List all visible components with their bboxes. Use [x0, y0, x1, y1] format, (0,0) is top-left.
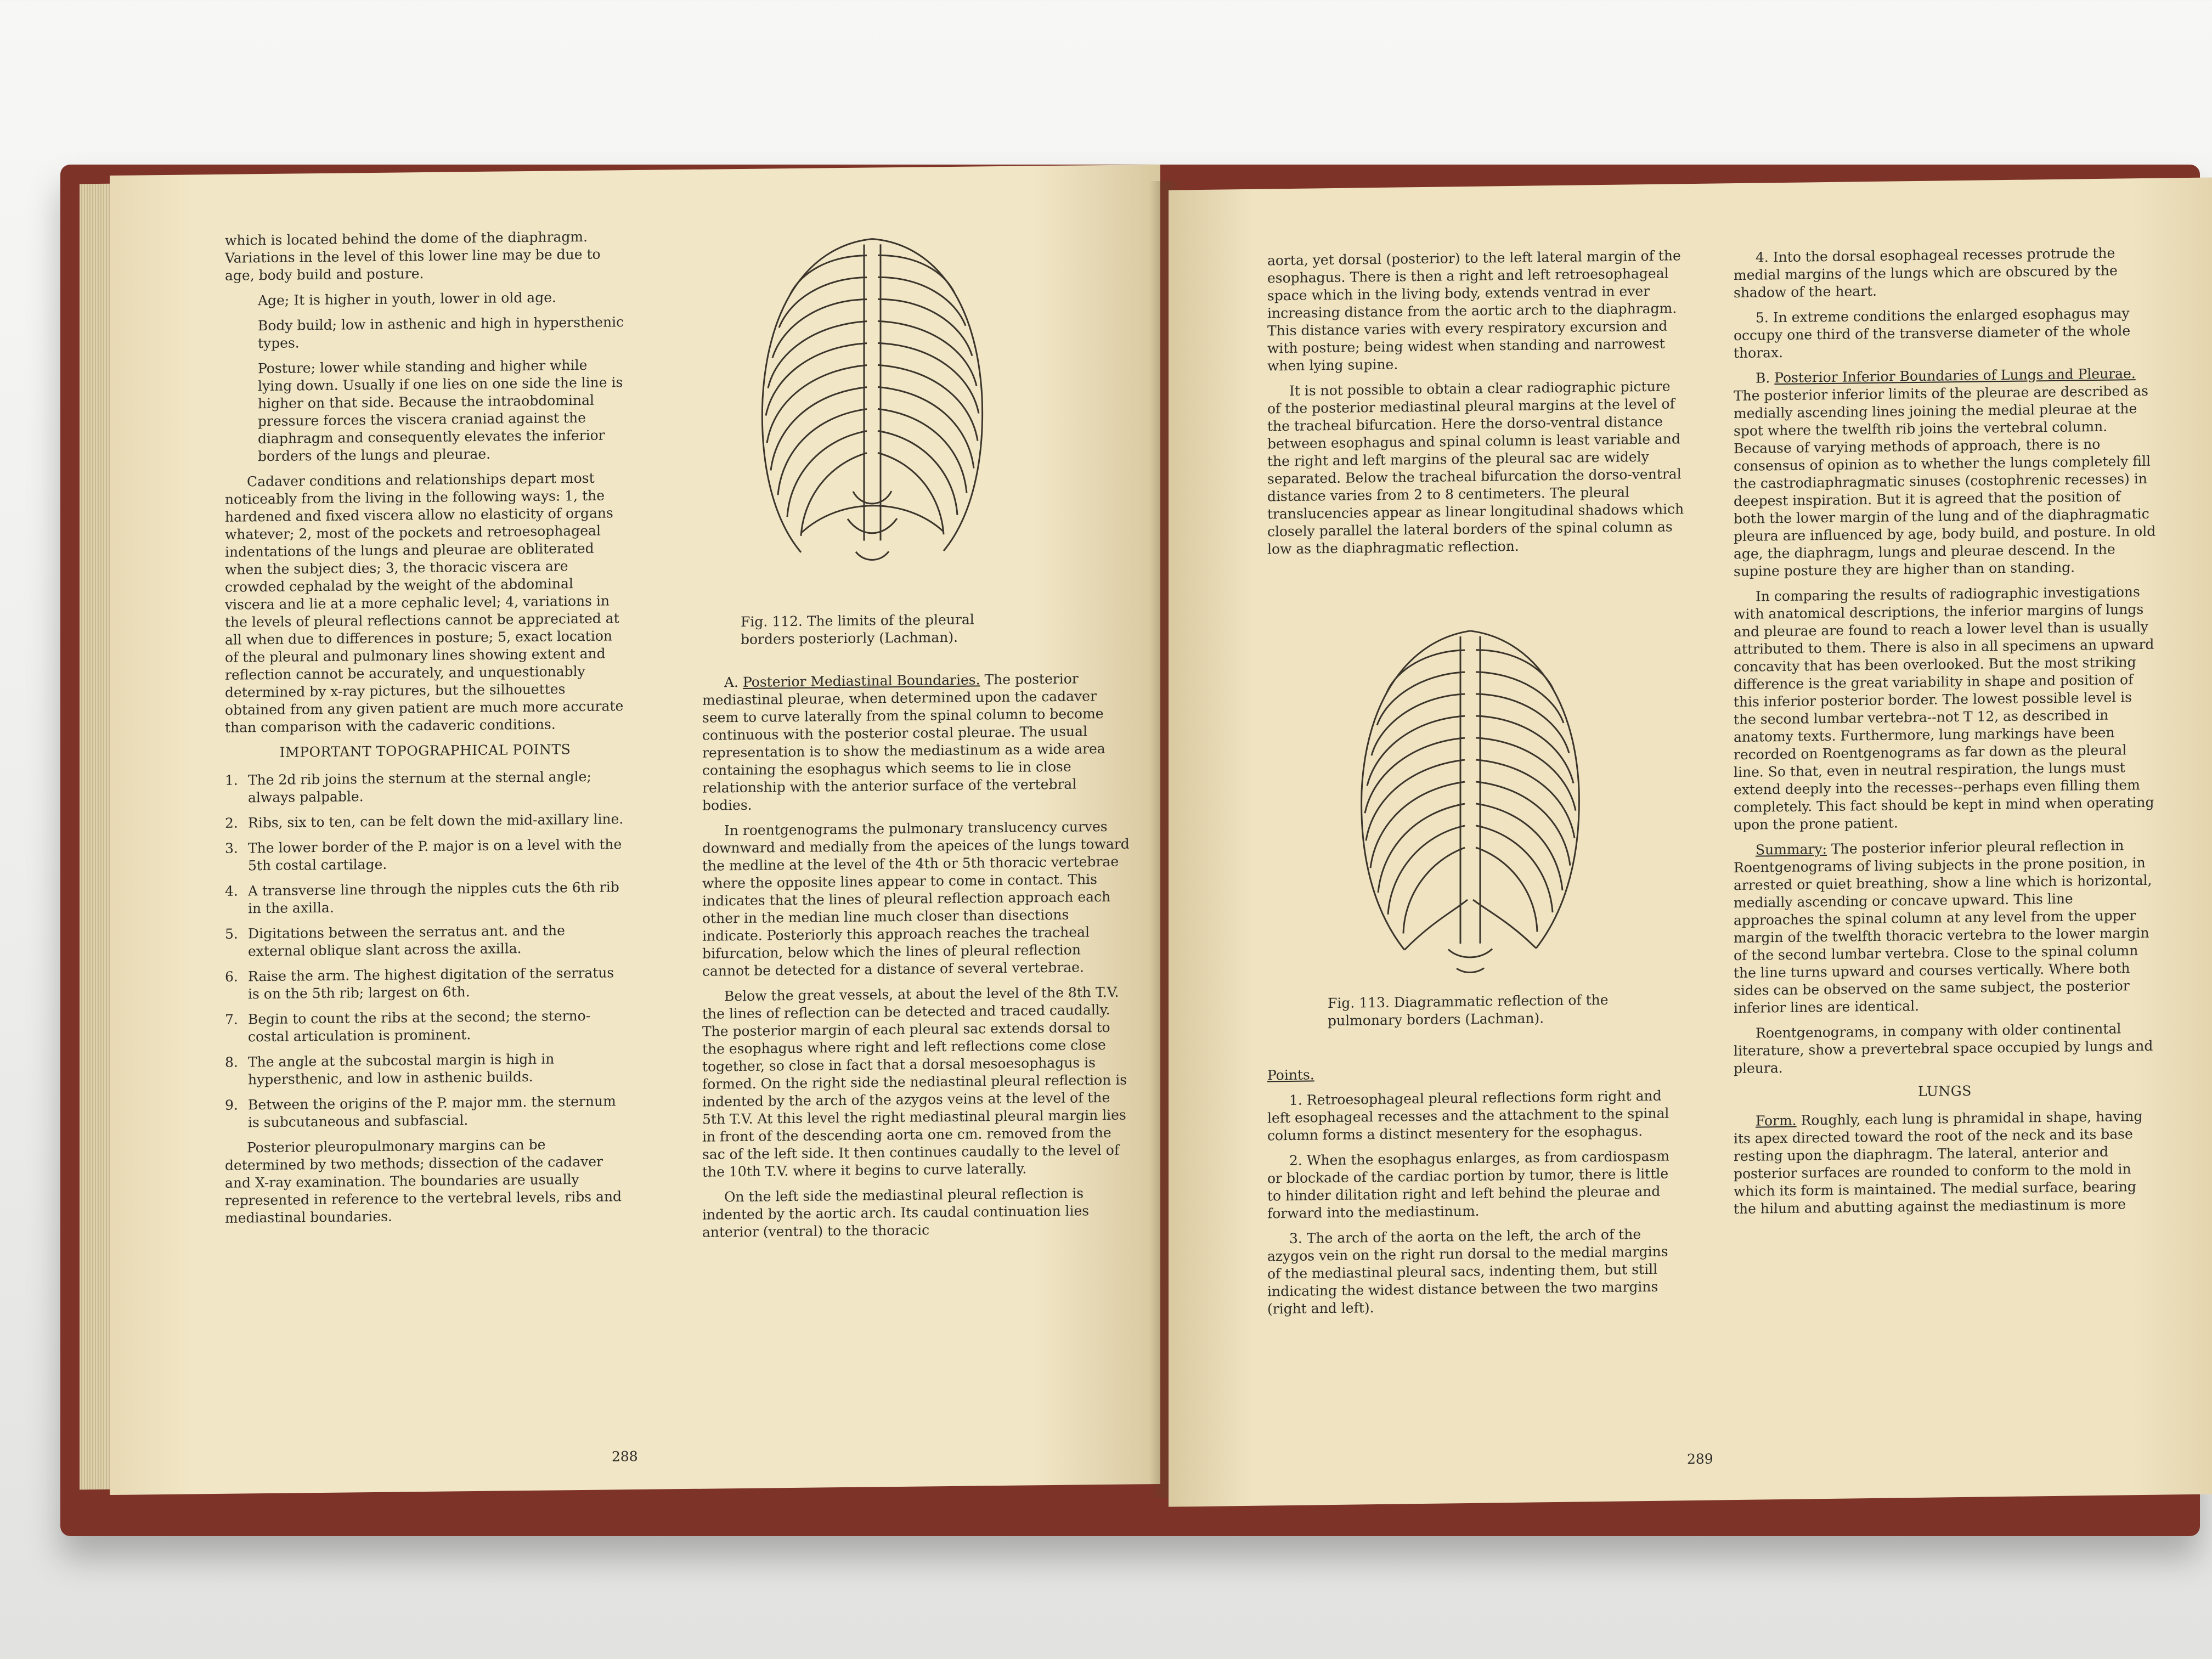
variation-body-build: Body build; low in asthenic and high in hypersthenic types. [258, 314, 624, 352]
list-item: 9. Between the origins of the P. major mm. the sternum is subcutaneous and subfascial. [225, 1093, 616, 1131]
point-item: 2. When the esophagus enlarges, as from cardiospasm or blockade of the cardiac portion by tumor, there is little to hinder dilitation right and left behind the pleurae and forward into the mediastinum. [1267, 1148, 1669, 1222]
paragraph: which is located behind the dome of the diaphragm. Variations in the level of this lower line may be due to age, body build and posture. [225, 228, 601, 284]
paragraph: In roentgenograms the pulmonary translucency curves downward and medially from the apeices of the lungs toward the medline at the level of the 4th or 5th thoracic vertebrae where the opposite lines appear to come in contact. This indicates that the lines of pleural reflection approach each other in the median line much closer than disections indicate. Posteriorly this approach reaches the tracheal bifurcation, below which the lines of pleural reflection cannot be detected for a distance of several vertebrae. [702, 818, 1130, 979]
figure-113-caption: Fig. 113. Diagrammatic reflection of the pulmonary borders (Lachman). [1328, 991, 1609, 1029]
figure-112-caption: Fig. 112. The limits of the pleural borders posteriorly (Lachman). [741, 611, 974, 647]
list-item: 7. Begin to count the ribs at the second; the sterno-costal articulation is prominent. [225, 1007, 591, 1045]
list-item: 8. The angle at the subcostal margin is high in hypersthenic, and low in asthenic builds. [225, 1051, 555, 1088]
paragraph: In comparing the results of radiographic investigations with anatomical descriptions, the inferior margins of lungs and pleurae are found to reach a lower level than is usually attributed to them. There is also in all specimens an upward concavity that has been overlooked. But the most striking difference is the great variability in shape and position of this inferior posterior border. The lowest possible level is the second lumbar vertebra--not T 12, as described in anatomy texts. Furthermore, lung markings have been recorded on Roentgenograms as far down as the pleural line. So that, even in neutral respiration, the lungs must extend deeply into the recesses--perhaps even filling them completely. This fact should be kept in mind when operating upon the prone patient. [1734, 584, 2154, 833]
paragraph: 5. In extreme conditions the enlarged esophagus may occupy one third of the transverse diameter of the whole thorax. [1734, 305, 2131, 362]
paragraph: Below the great vessels, at about the level of the 8th T.V. the lines of reflection can be detected and traced caudally. The posterior margin of each pleural sac extends dorsal to the esophagus where right and left reflections come close together, so close in fact that a dorsal mesoesophagus is formed. On the right side the nediastinal pleural reflection is indented by the arch of the azygos veins at the level of the 5th T.V. At this level the right mediastinal pleural margin lies in front of the descending aorta one cm. removed from the sac of the left side. It then continues caudally to the level of the 10th T.V. where it begins to curve laterally. [702, 984, 1127, 1180]
section-a-title: Posterior Mediastinal Boundaries. [742, 672, 980, 690]
paragraph: Posterior pleuropulmonary margins can be determined by two methods; dissection of the cadaver and X-ray examination. The boundaries are usually represented in reference to the vertebral levels, ribs and mediastinal boundaries. [225, 1136, 622, 1226]
left-column-1 [225, 228, 625, 1235]
right-page [1169, 177, 2212, 1506]
paragraph: Roentgenograms, in company with older continental literature, show a prevertebral space occupied by lungs and pleura. [1734, 1020, 2153, 1077]
page-number: 288 [612, 1448, 638, 1465]
paragraph: Cadaver conditions and relationships depart most noticeably from the living in the following ways: 1, the hardened and fixed viscera allow no elasticity of organs whatever; 2, most of the pockets and retroesophageal indentations of the lungs and pleurae are obliterated when the subject dies; 3, the thoracic viscera are crowded cephalad by the weight of the abdominal viscera and lie at a more cephalic level; 4, variations in the levels of pleural reflections cannot be appreciated at all when due to differences in posture; 5, exact location of the pleural and pulmonary lines showing extent and reflection cannot be accurately, and unquestionably determined by x-ray pictures, but the silhouettes obtained from any given patient are much more accurate than comparison with the cadaveric conditions. [225, 470, 624, 736]
list-item: 4. A transverse line through the nipples cuts the 6th rib in the axilla. [225, 879, 619, 917]
left-page [110, 165, 1160, 1495]
rib-cage-figure-113 [1328, 624, 1613, 978]
list-item: 3. The lower border of the P. major is on a level with the 5th costal cartilage. [225, 836, 622, 874]
form-paragraph: Form. Roughly, each lung is phramidal in shape, having its apex directed toward the root of the neck and its base resting upon the diaphragm. The lateral, anterior and posterior surfaces are rounded to conform to the mold in which its form is maintained. The medial surface, bearing the hilum and abutting against the mediastinum is more [1734, 1108, 2143, 1217]
paragraph: On the left side the mediastinal pleural reflection is indented by the aortic arch. Its caudal continuation lies anterior (ventral) to the thoracic [702, 1185, 1090, 1240]
paragraph: It is not possible to obtain a clear radiographic picture of the posterior mediastinal pleural margins at the level of the tracheal bifurcation. Here the dorso-ventral distance between esophagus and spinal column is least variable and the right and left margins of the pleural sac are widely separated. Below the tracheal bifurcation the dorso-ventral distance varies from 2 to 8 centimeters. The pleural translucencies appear as linear longitudinal shadows which closely parallel the lateral borders of the spinal column as low as the diaphragmatic reflection. [1267, 378, 1684, 557]
point-item: 1. Retroesophageal pleural reflections form right and left esophageal recesses and the attachment to the spinal column forms a distinct mesentery for the esophagus. [1267, 1087, 1669, 1144]
summary-title: Summary: [1756, 841, 1827, 858]
section-b-title: Posterior Inferior Boundaries of Lungs and Pleurae. [1774, 365, 2136, 386]
variations-list [225, 288, 625, 466]
paragraph: aorta, yet dorsal (posterior) to the left lateral margin of the esophagus. There is then a right and left retroesophageal space which in the living body, extends ventrad in ever increasing distance from the aortic arch to the diaphragm. This distance varies with every respiratory excursion and with posture; being widest when standing and narrowest when lying supine. [1267, 247, 1681, 374]
paragraph: 4. Into the dorsal esophageal recesses protrude the medial margins of the lungs which are obscured by the shadow of the heart. [1734, 245, 2118, 301]
list-item: 6. Raise the arm. The highest digitation of the serratus is on the 5th rib; largest on 6th. [225, 964, 614, 1002]
lungs-heading: LUNGS [1918, 1082, 1972, 1099]
point-item: 3. The arch of the aorta on the left, the arch of the azygos vein on the right run dorsal to the medial margins of the mediastinal pleural sacs, indenting them, but still indicating the widest distance between the two margins (right and left). [1267, 1226, 1668, 1317]
section-b-paragraph: B. Posterior Inferior Boundaries of Lungs and Pleurae. The posterior inferior limits of the pleurae are described as medially ascending lines joining the medial pleurae at the spot where the twelfth rib joins the vertebral column. Because of varying methods of approach, there is no consensus of opinion as to whether the lungs completely fill the castrodiaphragmatic sinuses (costophrenic recesses) in deepest inspiration. But it is agreed that the position of both the lower margin of the lung and of the diaphragmatic pleura are influenced by age, body build, and posture. In old age, the diaphragm, lungs and pleurae descend. In the supine posture they are higher than on standing. [1734, 365, 2156, 580]
section-heading: IMPORTANT TOPOGRAPHICAL POINTS [279, 741, 571, 760]
list-item: 1. The 2d rib joins the sternum at the sternal angle; always palpable. [225, 768, 591, 806]
list-item: 5. Digitations between the serratus ant. and the external oblique slant across the axilla. [225, 922, 565, 960]
page-number: 289 [1687, 1451, 1713, 1468]
form-title: Form. [1756, 1112, 1797, 1129]
section-a-paragraph: A. Posterior Mediastinal Boundaries. The posterior mediastinal pleurae, when determined upon the cadaver seem to curve laterally from the spinal column to become continuous with the posterior costal pleurae. The usual representation is to show the mediastinum as a wide area containing the esophagus which seems to lie in close relationship with the anterior surface of the vertebral bodies. [702, 670, 1105, 814]
list-item: 2. Ribs, six to ten, can be felt down the mid-axillary line. [225, 811, 624, 831]
variation-age: Age; It is higher in youth, lower in old age. [258, 289, 556, 309]
points-heading: Points. [1267, 1066, 1314, 1084]
left-column-2 [702, 670, 1130, 1249]
summary-paragraph: Summary: The posterior inferior pleural reflection in Roentgenograms of living subjects in the prone position, in arrested or quiet breathing, show a line which is horizontal, medially ascending or concave upward. This line approaches the spinal column at any level from the upper margin of the twelfth thoracic vertebra to the lower margin of the second lumbar vertebra. Close to the spinal column the line turns upward and courses vertically. Where both sides can be observed on the same subject, the posterior inferior lines are identical. [1734, 837, 2152, 1017]
variation-posture: Posture; lower while standing and higher while lying down. Usually if one lies on one side the line is higher on that side. Because the intraobdominal pressure forces the viscera craniad against the diaphragm and consequently elevates the inferior borders of the lungs and pleurae. [258, 357, 623, 465]
right-column-2 [1734, 244, 2156, 1226]
points-section [1267, 1062, 1684, 1325]
rib-cage-figure-112 [730, 232, 1015, 586]
right-column-1 [1267, 247, 1684, 566]
